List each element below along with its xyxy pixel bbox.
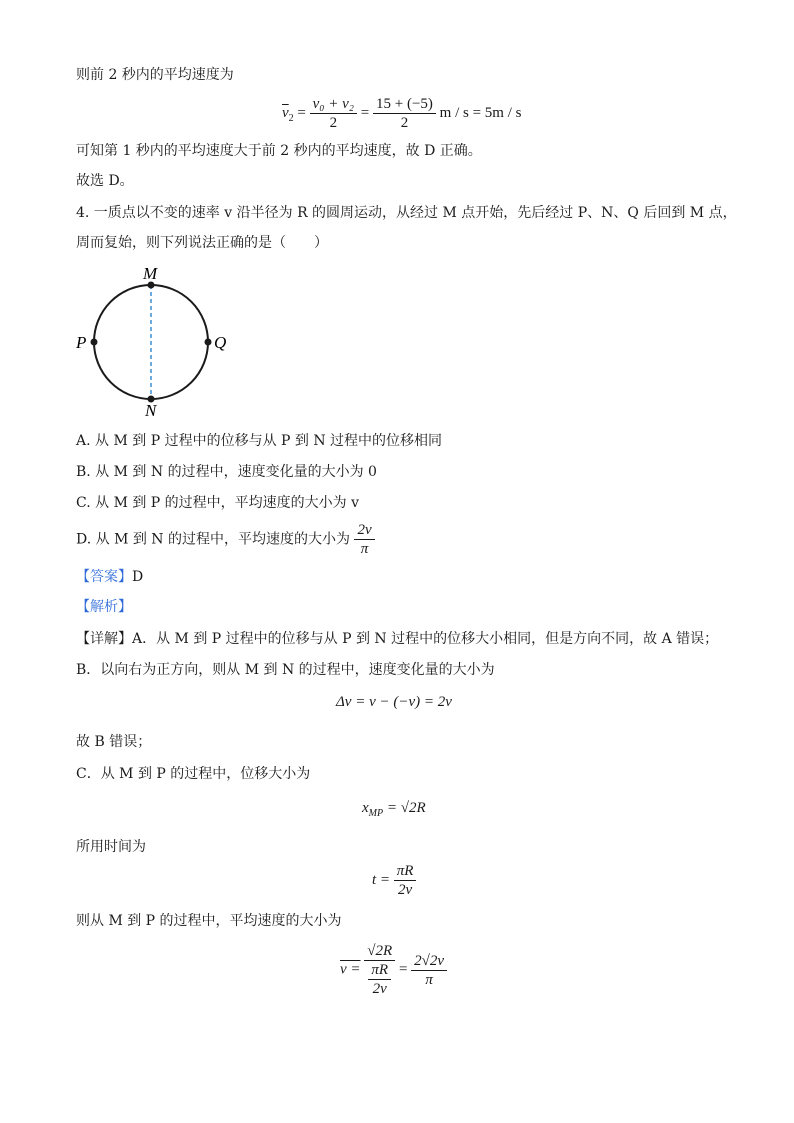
option-c: C. 从 M 到 P 的过程中，平均速度的大小为 v: [76, 495, 360, 511]
option-d: D. 从 M 到 N 的过程中，平均速度的大小为 $\frac{2v}{\pi}$: [76, 521, 375, 558]
analysis-line-a: 【详解】A．从 M 到 P 过程中的位移与从 P 到 N 过程中的位移大小相同，但是方向不同，故 A 错误；: [76, 631, 719, 647]
delta-v-equation: Δv = v − (−v) = 2v: [336, 694, 452, 710]
average-velocity-equation: v = $\frac{√2R}{\frac{\pi R}{2v}}$ = $\frac{2√2v}{\pi}$: [340, 942, 447, 998]
label-q: Q: [214, 333, 227, 352]
analysis-label: 【解析】: [76, 599, 132, 615]
analysis-line-b-end: 故 B 错误；: [76, 734, 152, 750]
answer-value: D: [132, 569, 144, 585]
prev-conclusion-line: 可知第 1 秒内的平均速度大于前 2 秒内的平均速度，故 D 正确。: [76, 143, 482, 159]
analysis-average-line: 则从 M 到 P 的过程中，平均速度的大小为: [76, 913, 342, 929]
circle-motion-figure: [70, 262, 240, 422]
analysis-line-b: B．以向右为正方向，则从 M 到 N 的过程中，速度变化量的大小为: [76, 662, 495, 678]
prev-intro-line: 则前 2 秒内的平均速度为: [76, 67, 234, 83]
analysis-line-c: C．从 M 到 P 的过程中，位移大小为: [76, 766, 311, 782]
detail-label: 【详解】: [76, 631, 132, 647]
option-b: B. 从 M 到 N 的过程中，速度变化量的大小为 0: [76, 464, 377, 480]
analysis-time-line: 所用时间为: [76, 839, 146, 855]
prev-choice-line: 故选 D。: [76, 173, 134, 189]
fraction-2: $\frac{15 + (-5)}{2}$: [373, 95, 436, 132]
point-q-dot: [205, 339, 212, 346]
answer-label: 【答案】: [76, 569, 132, 585]
fraction-1: $\frac{\text{v₀ + v₂}}{2}$: [310, 95, 357, 132]
question-stem-line-2: 周而复始，则下列说法正确的是（ ）: [76, 235, 328, 251]
displacement-equation: $x_{MP} = √2R$: [362, 800, 426, 819]
option-d-fraction: $\frac{2v}{\pi}$: [354, 521, 374, 558]
label-n: N: [145, 401, 157, 420]
point-p-dot: [91, 339, 98, 346]
option-a: A. 从 M 到 P 过程中的位移与从 P 到 N 过程中的位移相同: [76, 433, 443, 449]
answer-line: [76, 568, 143, 586]
label-m: M: [143, 264, 158, 283]
time-equation: t = $\frac{\pi R}{2v}$: [372, 862, 416, 899]
question-stem-line-1: 4. 一质点以不变的速率 v 沿半径为 R 的圆周运动，从经过 M 点开始，先后经过 P、N、Q 后回到 M 点，: [76, 205, 737, 221]
eq-lhs: $\overline{v}$: [282, 104, 289, 121]
label-p: P: [76, 333, 87, 352]
prev-average-velocity-equation: $\overline{v}_2$ = $\frac{\text{v₀ + v₂}}{2}$ = $\frac{15 + (-5)}{2}$ m / s = 5m / s: [282, 96, 522, 131]
